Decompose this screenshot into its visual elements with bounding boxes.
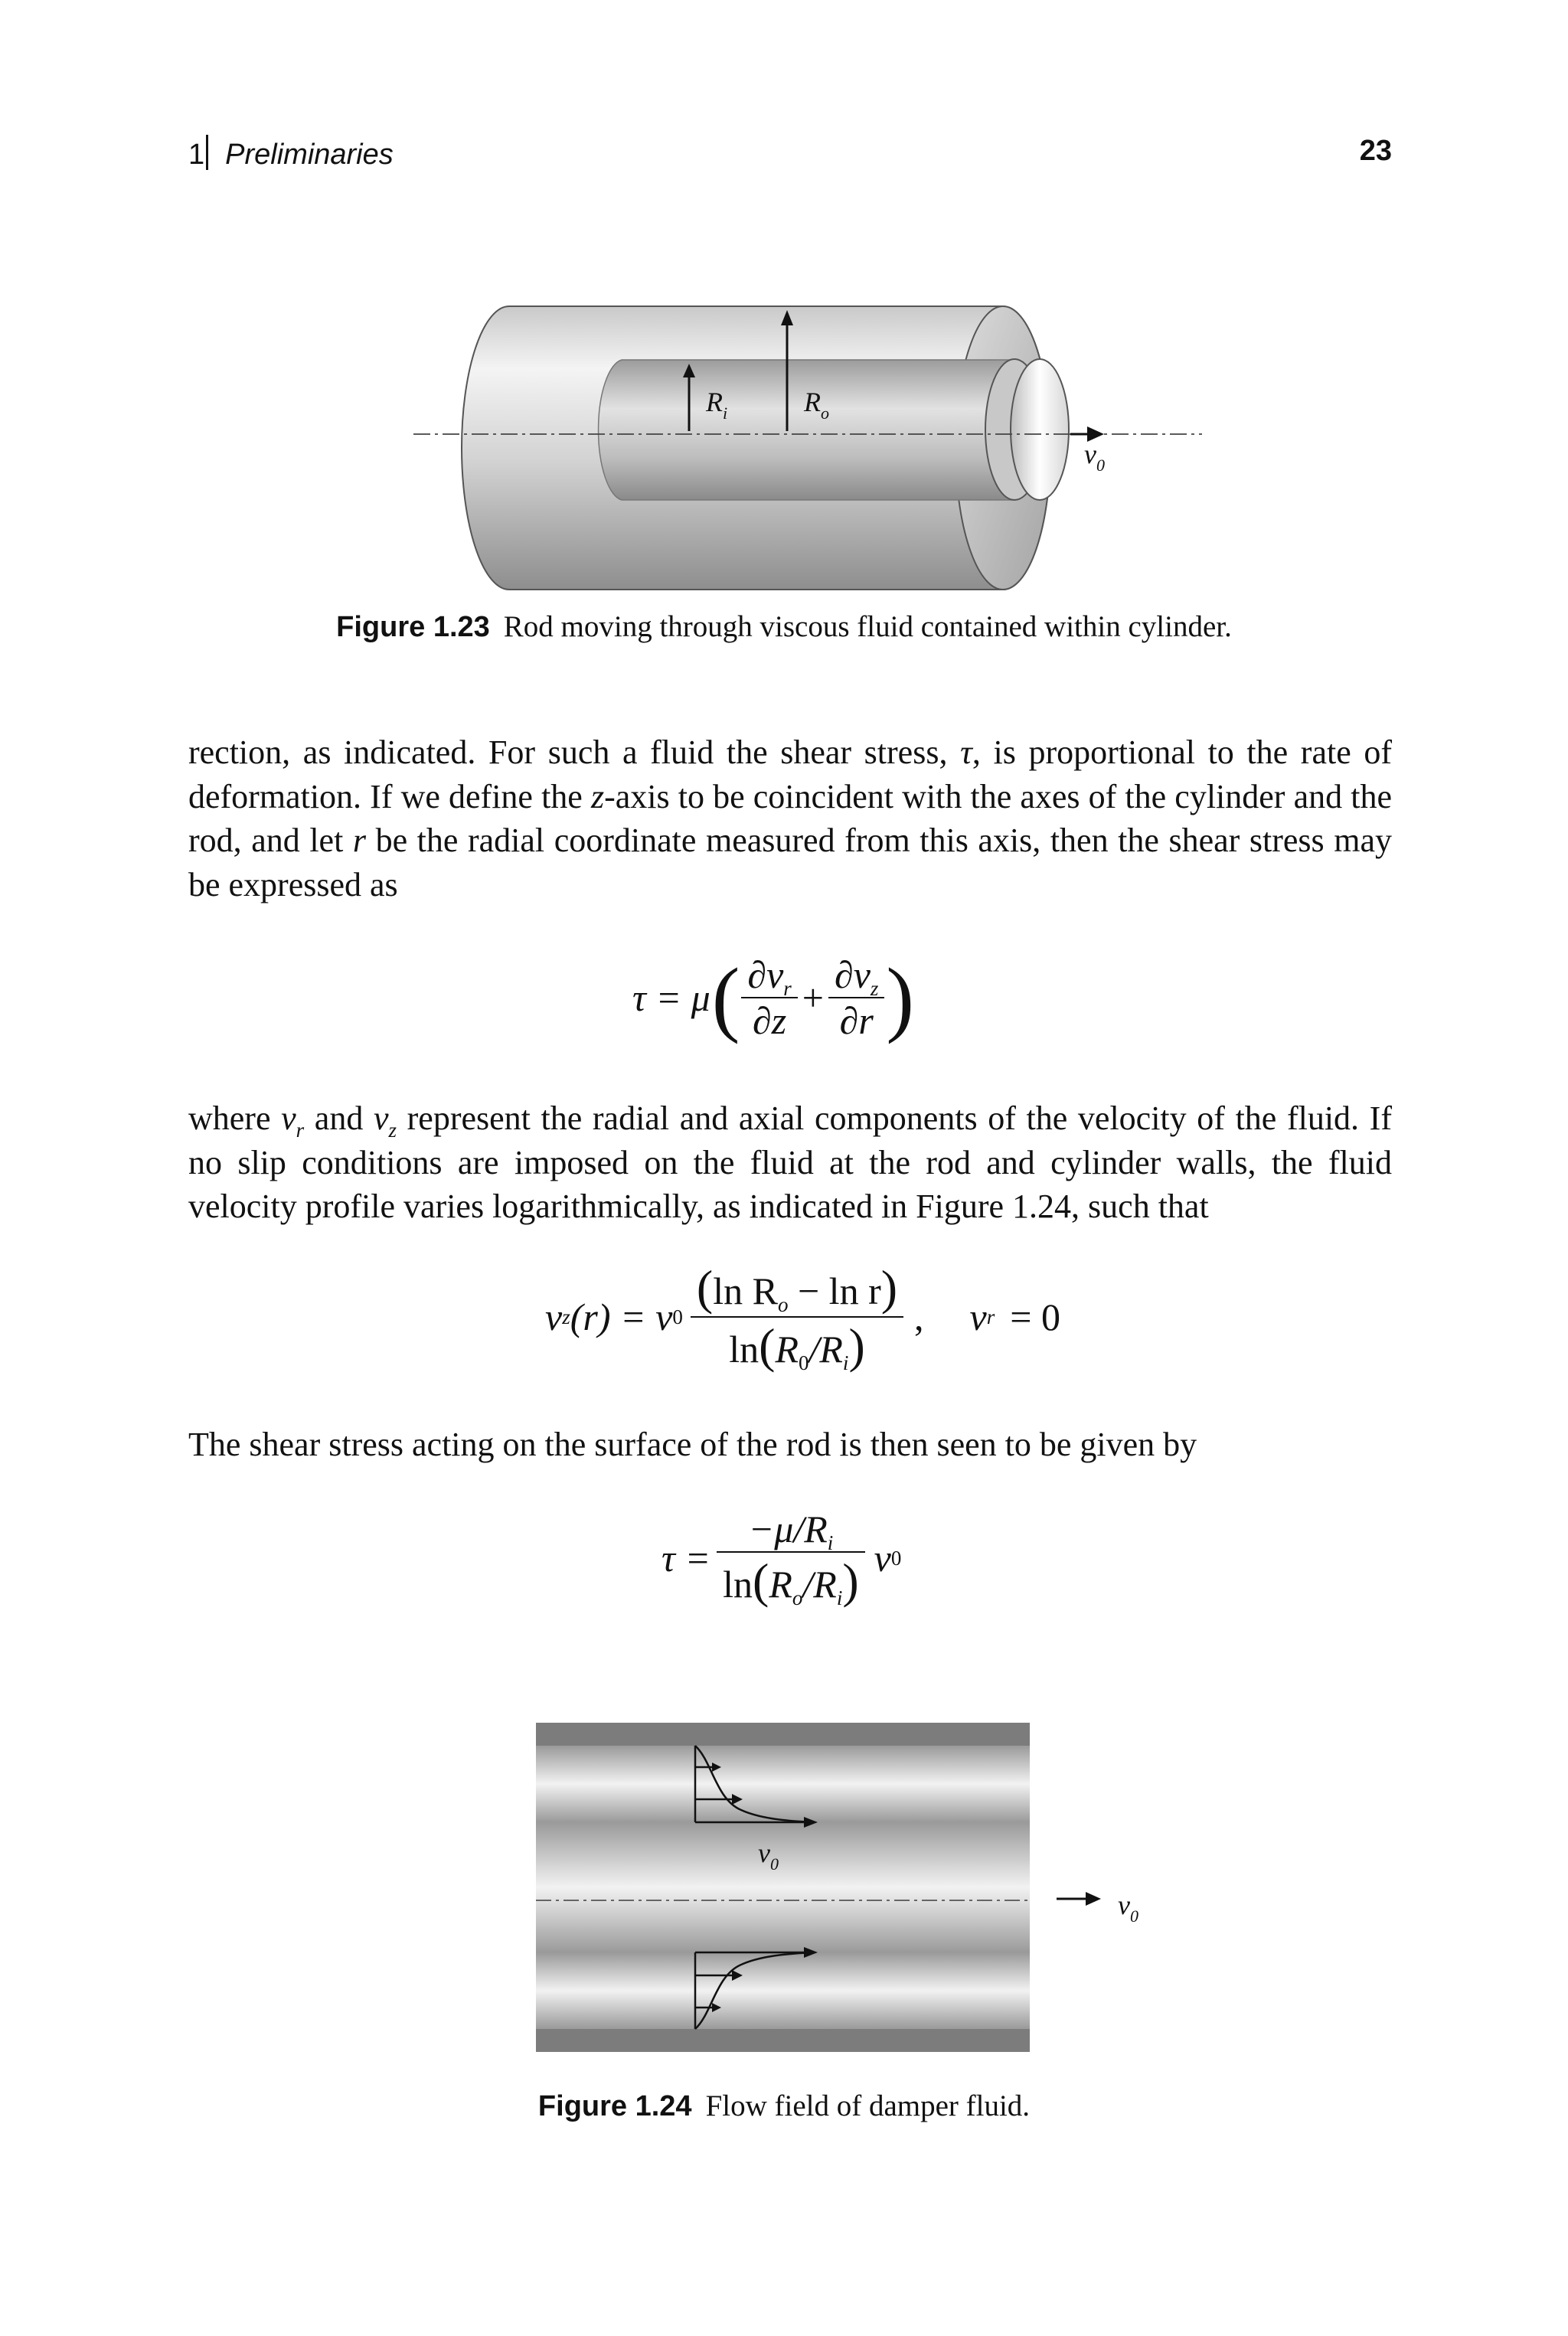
- eq1-rparen: ): [886, 951, 915, 1044]
- eq2-lhs-arg: (r) = v: [570, 1295, 673, 1338]
- eq1-num-1: ∂v: [747, 953, 784, 996]
- z-symbol: z: [590, 777, 605, 815]
- eq3-den-c: /R: [802, 1563, 837, 1606]
- eq3-frac: [717, 1507, 865, 1609]
- ro-label: $R_o$: [804, 387, 829, 423]
- eq1-plus: +: [802, 976, 824, 1019]
- paragraph-2-text-a: where: [188, 1099, 282, 1137]
- paragraph-1-text-b: , is proportional to the rate of deformation. If we define the: [188, 733, 1393, 815]
- eq2-rhs-sub: r: [986, 1305, 995, 1328]
- eq2-num-sub: o: [777, 1293, 789, 1316]
- eq2-den-b: R: [775, 1328, 799, 1371]
- eq1-num-1-sub: r: [783, 977, 792, 1000]
- equation-rod-shear-stress: τ = $\frac{-\mu/R_i}{\ln(R_o/R_i)}$ v 0: [662, 1508, 902, 1609]
- eq2-num-a: ln R: [713, 1269, 778, 1312]
- figure-1-24-flow-field: [528, 1715, 1187, 2067]
- eq3-numerator: [717, 1507, 865, 1554]
- tau-symbol: τ: [960, 733, 972, 771]
- eq2-den-a: ln: [729, 1328, 760, 1371]
- eq2-denominator: $\ln(R_0/R_i)$: [691, 1316, 903, 1374]
- eq3-den-b: R: [769, 1563, 792, 1606]
- eq3-denominator: $\ln(R_o/R_i)$: [717, 1551, 865, 1609]
- figure-1-23-label: Figure 1.23: [336, 611, 490, 643]
- figure-1-24-caption: [0, 2089, 1568, 2123]
- eq2-den-subi: i: [842, 1351, 849, 1374]
- chapter-title: Preliminaries: [225, 139, 394, 171]
- vz-sub: z: [388, 1119, 397, 1142]
- figure-1-23-caption: [0, 609, 1568, 644]
- paragraph-1-text-d: be the radial coordinate measured from this axis, then the shear stress may be expressed as: [188, 822, 1392, 903]
- rod-velocity-arrow: [1057, 1892, 1101, 1906]
- eq3-den-sub-o: o: [792, 1586, 803, 1609]
- eq3-v: v: [874, 1537, 891, 1580]
- eq2-den-sub0: 0: [798, 1351, 809, 1374]
- eq1-frac-1: [741, 952, 797, 1043]
- eq2-rhs-eq: = 0: [1010, 1295, 1060, 1338]
- vr-sub: r: [296, 1119, 305, 1142]
- ri-label: $R_i$: [706, 387, 728, 423]
- paragraph-1-text-c: -axis to be coincident with the axes of the cylinder and the rod, and let: [188, 777, 1392, 859]
- eq3-num: −μ/R: [748, 1508, 828, 1550]
- eq1-lhs: τ = μ: [632, 976, 710, 1019]
- damper-cross-section: [536, 1723, 1030, 2052]
- eq2-den-c: /R: [808, 1328, 843, 1371]
- equation-velocity-profile: v z (r) = v 0 $\frac{(\ln R_o - \ln r)}{\ln(R_0/R_i)}$ , v r = 0: [545, 1260, 1060, 1374]
- eq2-lhs-v: v: [545, 1295, 563, 1338]
- eq2-numerator: (ln $R_o - \ln r$): [696, 1260, 898, 1316]
- eq2-frac: [691, 1259, 903, 1374]
- eq1-lparen: (: [711, 951, 740, 1044]
- vr-symbol: v: [281, 1099, 296, 1137]
- paragraph-1: [188, 730, 1392, 907]
- paragraph-2-text-c: represent the radial and axial components of the velocity of the fluid. If no slip conditions are imposed on the fluid at the rod and cylinder walls, the fluid velocity profile varies logarithmically, as indicated in Figure 1.24, such that: [188, 1099, 1392, 1225]
- inner-rod: [599, 359, 1069, 500]
- figure-1-23-rod-in-cylinder: [398, 302, 1210, 609]
- eq3-num-sub: i: [827, 1531, 834, 1554]
- eq3-den-a: ln: [723, 1563, 753, 1606]
- eq1-den-2: ∂r: [839, 999, 874, 1042]
- eq2-rhs-v: v: [969, 1295, 987, 1338]
- eq1-frac-2: [828, 952, 884, 1043]
- running-header: [188, 135, 394, 172]
- r-symbol: r: [352, 822, 366, 859]
- paragraph-3: The shear stress acting on the surface of the rod is then seen to be given by: [188, 1426, 1197, 1463]
- paragraph-2-text-b: and: [304, 1099, 374, 1137]
- figure-1-24-caption-text: Flow field of damper fluid.: [705, 2089, 1031, 2122]
- page-number: 23: [1359, 135, 1392, 167]
- inner-v0-label: $v_0$: [758, 1838, 779, 1874]
- figure-1-24-label: Figure 1.24: [537, 2090, 692, 2122]
- eq1-num-2-sub: z: [870, 977, 879, 1000]
- header-divider: [206, 135, 208, 170]
- figure-1-23-caption-text: Rod moving through viscous fluid contained within cylinder.: [503, 610, 1232, 643]
- v0-label: $v_0$: [1084, 439, 1105, 475]
- eq1-den-1: ∂z: [753, 999, 787, 1042]
- eq2-lhs-sub: z: [562, 1305, 570, 1328]
- equation-shear-stress: [632, 948, 916, 1047]
- chapter-number: 1: [188, 139, 205, 171]
- paragraph-1-text-a: rection, as indicated. For such a fluid the shear stress,: [188, 733, 961, 771]
- eq3-den-sub-i: i: [836, 1586, 843, 1609]
- eq1-num-2: ∂v: [835, 953, 871, 996]
- outer-v0-label: $v_0$: [1118, 1890, 1138, 1926]
- eq2-comma: ,: [914, 1295, 924, 1338]
- eq2-num-b: − ln r: [788, 1269, 881, 1312]
- paragraph-2: [188, 1096, 1392, 1229]
- eq3-lhs: τ =: [662, 1537, 711, 1580]
- vz-symbol: v: [373, 1099, 389, 1137]
